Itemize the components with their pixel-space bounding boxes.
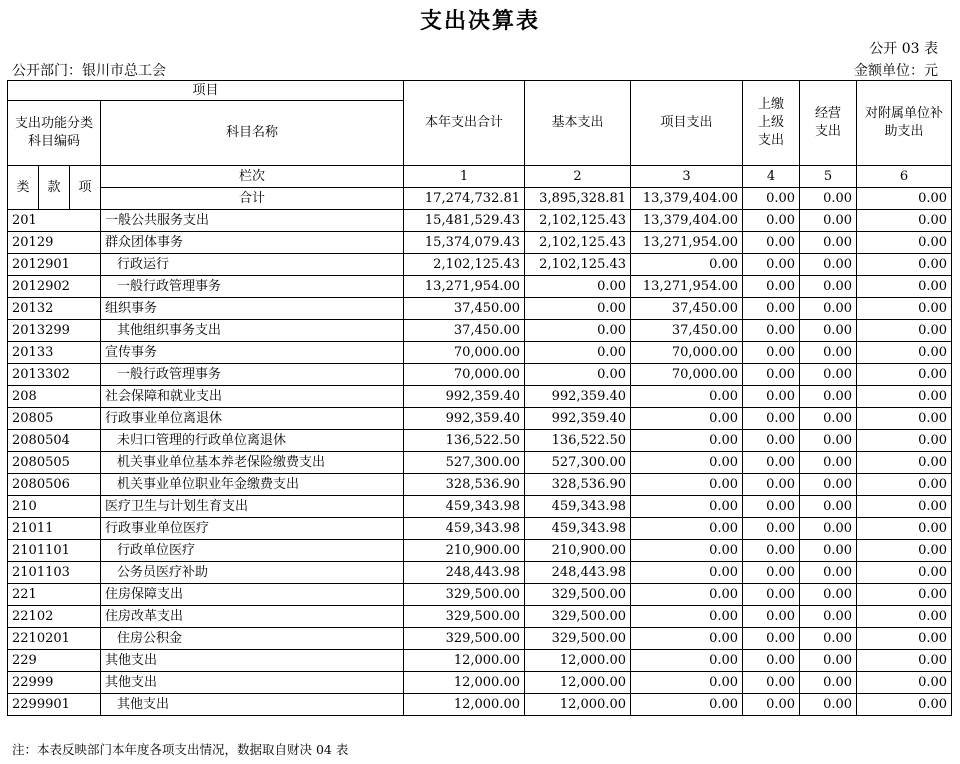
row-code: 2012902 <box>8 276 101 298</box>
row-code: 208 <box>8 386 101 408</box>
row-value: 2,102,125.43 <box>525 254 631 276</box>
table-row <box>8 496 952 518</box>
table-row <box>8 276 952 298</box>
row-value: 0.00 <box>525 298 631 320</box>
row-code: 21011 <box>8 518 101 540</box>
row-subject-name: 其他组织事务支出 <box>101 320 404 342</box>
row-value: 13,379,404.00 <box>631 210 743 232</box>
row-value: 0.00 <box>857 628 952 650</box>
row-value: 0.00 <box>857 210 952 232</box>
table-row <box>8 540 952 562</box>
row-code: 20805 <box>8 408 101 430</box>
row-value: 459,343.98 <box>525 496 631 518</box>
row-value: 459,343.98 <box>404 518 525 540</box>
row-subject-name: 行政事业单位离退休 <box>101 408 404 430</box>
table-row <box>8 672 952 694</box>
row-value: 37,450.00 <box>631 298 743 320</box>
row-value: 0.00 <box>857 562 952 584</box>
row-subject-name: 宣传事务 <box>101 342 404 364</box>
row-subject-name: 行政事业单位医疗 <box>101 518 404 540</box>
row-value: 0.00 <box>800 320 857 342</box>
row-value: 0.00 <box>743 474 800 496</box>
row-value: 12,000.00 <box>525 694 631 716</box>
row-value: 0.00 <box>800 672 857 694</box>
row-value: 0.00 <box>800 342 857 364</box>
table-row <box>8 364 952 386</box>
row-subject-name: 其他支出 <box>101 650 404 672</box>
row-value: 0.00 <box>800 430 857 452</box>
row-value: 992,359.40 <box>404 386 525 408</box>
row-value: 37,450.00 <box>404 320 525 342</box>
row-subject-name: 公务员医疗补助 <box>101 562 404 584</box>
row-value: 0.00 <box>631 606 743 628</box>
row-value: 0.00 <box>631 254 743 276</box>
row-value: 0.00 <box>743 254 800 276</box>
row-code: 2080505 <box>8 452 101 474</box>
table-row <box>8 606 952 628</box>
row-value: 0.00 <box>631 430 743 452</box>
row-code: 20129 <box>8 232 101 254</box>
row-value: 0.00 <box>800 606 857 628</box>
row-subject-name: 机关事业单位职业年金缴费支出 <box>101 474 404 496</box>
row-subject-name: 其他支出 <box>101 694 404 716</box>
row-code: 22102 <box>8 606 101 628</box>
total-value: 0.00 <box>743 188 800 210</box>
table-row <box>8 232 952 254</box>
row-value: 0.00 <box>525 276 631 298</box>
table-row <box>8 430 952 452</box>
table-row <box>8 518 952 540</box>
amount-unit-label: 金额单位：元 <box>854 63 938 79</box>
row-code: 20132 <box>8 298 101 320</box>
row-value: 2,102,125.43 <box>525 232 631 254</box>
row-subject-name: 住房保障支出 <box>101 584 404 606</box>
row-value: 0.00 <box>800 562 857 584</box>
row-value: 0.00 <box>631 562 743 584</box>
row-value: 0.00 <box>743 562 800 584</box>
row-value: 0.00 <box>800 364 857 386</box>
row-value: 0.00 <box>743 694 800 716</box>
row-subject-name: 一般公共服务支出 <box>101 210 404 232</box>
row-value: 0.00 <box>525 364 631 386</box>
row-value: 0.00 <box>857 584 952 606</box>
row-value: 13,271,954.00 <box>404 276 525 298</box>
row-value: 328,536.90 <box>525 474 631 496</box>
table-row <box>8 320 952 342</box>
row-value: 459,343.98 <box>525 518 631 540</box>
row-value: 0.00 <box>800 496 857 518</box>
row-value: 0.00 <box>800 298 857 320</box>
table-row <box>8 562 952 584</box>
row-value: 0.00 <box>743 540 800 562</box>
row-value: 0.00 <box>800 650 857 672</box>
row-value: 0.00 <box>743 210 800 232</box>
row-value: 0.00 <box>800 408 857 430</box>
department-label: 公开部门：银川市总工会 <box>12 63 166 79</box>
table-row <box>8 650 952 672</box>
table-row <box>8 298 952 320</box>
row-code: 20133 <box>8 342 101 364</box>
row-code: 2013299 <box>8 320 101 342</box>
col-number-6: 6 <box>857 166 952 188</box>
total-value: 13,379,404.00 <box>631 188 743 210</box>
row-value: 0.00 <box>857 452 952 474</box>
row-value: 0.00 <box>857 672 952 694</box>
row-value: 0.00 <box>743 496 800 518</box>
row-value: 0.00 <box>631 650 743 672</box>
header-col-6: 对附属单位补助支出 <box>857 81 952 166</box>
row-value: 12,000.00 <box>404 672 525 694</box>
row-value: 0.00 <box>857 606 952 628</box>
row-subject-name: 行政单位医疗 <box>101 540 404 562</box>
col-number-2: 2 <box>525 166 631 188</box>
row-value: 0.00 <box>743 584 800 606</box>
row-value: 0.00 <box>800 452 857 474</box>
table-row <box>8 408 952 430</box>
row-value: 0.00 <box>631 672 743 694</box>
row-subject-name: 一般行政管理事务 <box>101 364 404 386</box>
row-value: 0.00 <box>800 276 857 298</box>
row-value: 0.00 <box>857 320 952 342</box>
row-value: 0.00 <box>631 452 743 474</box>
col-number-3: 3 <box>631 166 743 188</box>
row-value: 329,500.00 <box>404 584 525 606</box>
row-value: 37,450.00 <box>631 320 743 342</box>
row-value: 329,500.00 <box>525 628 631 650</box>
row-value: 0.00 <box>800 584 857 606</box>
header-col-2: 基本支出 <box>525 81 631 166</box>
row-value: 527,300.00 <box>404 452 525 474</box>
row-value: 0.00 <box>857 342 952 364</box>
row-code: 2012901 <box>8 254 101 276</box>
row-value: 70,000.00 <box>404 342 525 364</box>
row-value: 0.00 <box>857 276 952 298</box>
row-code: 2080506 <box>8 474 101 496</box>
row-code: 221 <box>8 584 101 606</box>
row-code: 2210201 <box>8 628 101 650</box>
row-value: 0.00 <box>857 540 952 562</box>
total-label: 合计 <box>101 188 404 210</box>
row-value: 0.00 <box>800 474 857 496</box>
header-col-1: 本年支出合计 <box>404 81 525 166</box>
col-number-5: 5 <box>800 166 857 188</box>
row-value: 0.00 <box>743 452 800 474</box>
row-value: 0.00 <box>743 628 800 650</box>
row-value: 0.00 <box>743 386 800 408</box>
row-value: 0.00 <box>743 650 800 672</box>
row-code: 210 <box>8 496 101 518</box>
total-value: 0.00 <box>857 188 952 210</box>
row-value: 329,500.00 <box>525 584 631 606</box>
row-value: 0.00 <box>800 210 857 232</box>
total-value: 3,895,328.81 <box>525 188 631 210</box>
row-value: 13,271,954.00 <box>631 276 743 298</box>
row-value: 0.00 <box>857 694 952 716</box>
row-subject-name: 社会保障和就业支出 <box>101 386 404 408</box>
row-value: 248,443.98 <box>404 562 525 584</box>
row-value: 136,522.50 <box>525 430 631 452</box>
row-value: 0.00 <box>631 540 743 562</box>
row-subject-name: 医疗卫生与计划生育支出 <box>101 496 404 518</box>
form-number: 公开 03 表 <box>869 41 938 57</box>
row-value: 0.00 <box>631 518 743 540</box>
row-code: 2080504 <box>8 430 101 452</box>
row-value: 2,102,125.43 <box>525 210 631 232</box>
row-value: 0.00 <box>631 474 743 496</box>
row-code: 2101101 <box>8 540 101 562</box>
header-func-code: 支出功能分类科目编码 <box>8 101 101 166</box>
row-value: 210,900.00 <box>404 540 525 562</box>
row-value: 12,000.00 <box>404 650 525 672</box>
row-value: 0.00 <box>857 518 952 540</box>
row-code: 2013302 <box>8 364 101 386</box>
row-value: 2,102,125.43 <box>404 254 525 276</box>
row-value: 0.00 <box>857 364 952 386</box>
row-code: 2101103 <box>8 562 101 584</box>
header-subject-name: 科目名称 <box>101 101 404 166</box>
row-value: 0.00 <box>857 650 952 672</box>
row-value: 248,443.98 <box>525 562 631 584</box>
row-value: 992,359.40 <box>525 408 631 430</box>
header-lanci: 栏次 <box>101 166 404 188</box>
row-value: 0.00 <box>743 430 800 452</box>
row-value: 12,000.00 <box>525 650 631 672</box>
table-row <box>8 584 952 606</box>
row-subject-name: 行政运行 <box>101 254 404 276</box>
row-value: 0.00 <box>857 298 952 320</box>
row-value: 0.00 <box>857 474 952 496</box>
row-value: 0.00 <box>800 254 857 276</box>
col-number-4: 4 <box>743 166 800 188</box>
row-value: 70,000.00 <box>631 364 743 386</box>
footnote: 注：本表反映部门本年度各项支出情况，数据取自财决 04 表 <box>12 742 349 757</box>
row-subject-name: 住房改革支出 <box>101 606 404 628</box>
row-subject-name: 一般行政管理事务 <box>101 276 404 298</box>
row-value: 0.00 <box>743 320 800 342</box>
row-value: 0.00 <box>743 342 800 364</box>
row-value: 328,536.90 <box>404 474 525 496</box>
header-xiang: 项 <box>70 166 101 210</box>
row-subject-name: 群众团体事务 <box>101 232 404 254</box>
row-value: 459,343.98 <box>404 496 525 518</box>
row-value: 70,000.00 <box>404 364 525 386</box>
table-row <box>8 474 952 496</box>
row-subject-name: 机关事业单位基本养老保险缴费支出 <box>101 452 404 474</box>
row-value: 992,359.40 <box>404 408 525 430</box>
total-row <box>8 188 952 210</box>
row-value: 0.00 <box>631 694 743 716</box>
row-subject-name: 住房公积金 <box>101 628 404 650</box>
row-value: 0.00 <box>743 232 800 254</box>
row-value: 0.00 <box>857 408 952 430</box>
page-title: 支出决算表 <box>419 9 540 34</box>
total-value: 0.00 <box>800 188 857 210</box>
col-number-1: 1 <box>404 166 525 188</box>
table-row <box>8 254 952 276</box>
table-body <box>8 210 952 716</box>
row-value: 13,271,954.00 <box>631 232 743 254</box>
row-value: 0.00 <box>631 496 743 518</box>
row-value: 0.00 <box>743 518 800 540</box>
row-value: 37,450.00 <box>404 298 525 320</box>
row-value: 0.00 <box>800 518 857 540</box>
row-value: 0.00 <box>525 320 631 342</box>
row-value: 0.00 <box>800 232 857 254</box>
row-value: 527,300.00 <box>525 452 631 474</box>
row-value: 0.00 <box>631 408 743 430</box>
row-value: 15,481,529.43 <box>404 210 525 232</box>
table-header <box>8 81 952 210</box>
row-value: 0.00 <box>743 408 800 430</box>
row-value: 0.00 <box>857 430 952 452</box>
row-value: 0.00 <box>800 386 857 408</box>
row-value: 0.00 <box>525 342 631 364</box>
row-code: 2299901 <box>8 694 101 716</box>
header-item: 项目 <box>8 81 404 101</box>
row-value: 0.00 <box>631 628 743 650</box>
row-value: 0.00 <box>743 672 800 694</box>
row-value: 329,500.00 <box>404 606 525 628</box>
row-subject-name: 其他支出 <box>101 672 404 694</box>
header-col-4: 上缴上级支出 <box>743 81 800 166</box>
header-lei: 类 <box>8 166 39 210</box>
row-value: 0.00 <box>857 254 952 276</box>
row-value: 0.00 <box>743 364 800 386</box>
row-subject-name: 未归口管理的行政单位离退休 <box>101 430 404 452</box>
row-code: 229 <box>8 650 101 672</box>
header-col-3: 项目支出 <box>631 81 743 166</box>
header-kuan: 款 <box>39 166 70 210</box>
row-value: 0.00 <box>857 386 952 408</box>
row-value: 992,359.40 <box>525 386 631 408</box>
row-value: 329,500.00 <box>525 606 631 628</box>
total-value: 17,274,732.81 <box>404 188 525 210</box>
row-value: 0.00 <box>800 628 857 650</box>
table-row <box>8 628 952 650</box>
table-row <box>8 386 952 408</box>
row-value: 0.00 <box>631 584 743 606</box>
header-col-5: 经营支出 <box>800 81 857 166</box>
row-value: 0.00 <box>743 298 800 320</box>
row-value: 210,900.00 <box>525 540 631 562</box>
row-value: 12,000.00 <box>525 672 631 694</box>
row-value: 70,000.00 <box>631 342 743 364</box>
expenditure-table <box>7 80 952 716</box>
row-code: 22999 <box>8 672 101 694</box>
row-value: 0.00 <box>743 606 800 628</box>
table-row <box>8 210 952 232</box>
row-subject-name: 组织事务 <box>101 298 404 320</box>
row-code: 201 <box>8 210 101 232</box>
row-value: 0.00 <box>800 694 857 716</box>
row-value: 12,000.00 <box>404 694 525 716</box>
row-value: 15,374,079.43 <box>404 232 525 254</box>
row-value: 0.00 <box>631 386 743 408</box>
table-row <box>8 342 952 364</box>
row-value: 0.00 <box>800 540 857 562</box>
row-value: 0.00 <box>857 232 952 254</box>
row-value: 0.00 <box>743 276 800 298</box>
row-value: 136,522.50 <box>404 430 525 452</box>
table-row <box>8 694 952 716</box>
row-value: 0.00 <box>857 496 952 518</box>
table-row <box>8 452 952 474</box>
row-value: 329,500.00 <box>404 628 525 650</box>
